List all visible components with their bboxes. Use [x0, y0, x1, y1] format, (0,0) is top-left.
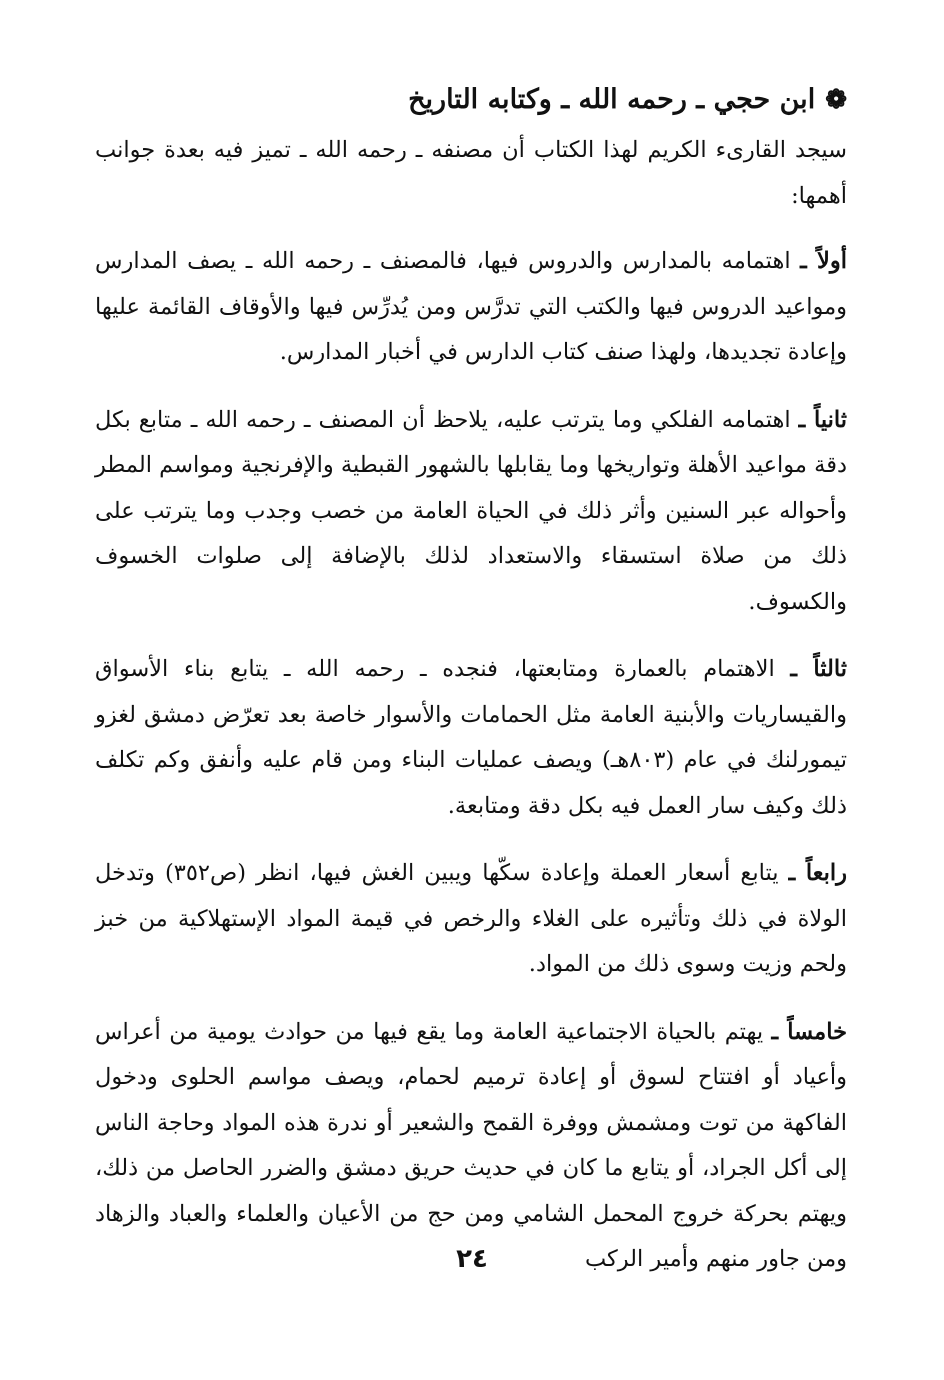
flower-ornament-icon: ❁ — [825, 85, 847, 115]
point-text-5: يهتم بالحياة الاجتماعية العامة وما يقع فيها من حوادث يومية من أعراس وأعياد أو افتتاح لسوق أو إعادة ترميم لحمام، ويصف مواسم الحلوى ودخول الفاكهة من توت ومشمش ووفرة القمح والشعير أو ندرة هذه المواد وحاجة الناس إلى أكل الجراد، أو يتابع ما كان في حديث حريق دمشق والضرر الحاصل من ذلك، ويهتم بحركة خروج المحمل الشامي ومن حج من الأعيان والعلماء والعباد والزهاد ومن جاور منهم وأمير الركب — [95, 1018, 847, 1272]
point-text-3: الاهتمام بالعمارة ومتابعتها، فنجده ـ رحمه الله ـ يتابع بناء الأسواق والقيساريات والأبنية العامة مثل الحمامات والأسوار خاصة بعد تعرّض دمشق لغزو تيمورلنك في عام (٨٠٣هـ) ويصف عمليات البناء ومن قام عليه وأنفق وكم تكلف ذلك وكيف سار العمل فيه بكل دقة ومتابعة. — [95, 656, 847, 819]
page-body — [95, 78, 847, 1305]
point-lead-2: ثانياً ـ — [798, 406, 847, 433]
section-heading — [95, 78, 847, 122]
point-text-4: يتابع أسعار العملة وإعادة سكّها ويبين الغش فيها، انظر (ص٣٥٢) وتدخل الولاة في ذلك وتأثيره على الغلاء والرخص في قيمة المواد الإستهلاكية من خبز ولحم وزيت وسوى ذلك من المواد. — [95, 860, 847, 977]
point-text-1: اهتمامه بالمدارس والدروس فيها، فالمصنف ـ رحمه الله ـ يصف المدارس ومواعيد الدروس فيها والكتب التي تدرَّس ومن يُدرِّس فيها والأوقاف القائمة عليها وإعادة تجديدها، ولهذا صنف كتاب الدارس في أخبار المدارس. — [95, 248, 847, 365]
point-text-2: اهتمامه الفلكي وما يترتب عليه، يلاحظ أن المصنف ـ رحمه الله ـ متابع بكل دقة مواعيد الأهلة وتواريخها وما يقابلها بالشهور القبطية والإفرنجية ومواسم المطر وأحواله عبر السنين وأثر ذلك في الحياة العامة من خصب وجدب وما يترتب على ذلك من صلاة استسقاء والاستعداد لذلك بالإضافة إلى صلوات الخسوف والكسوف. — [95, 406, 847, 615]
page-number: ٢٤ — [456, 1244, 488, 1274]
point-lead-5: خامساً ـ — [771, 1018, 848, 1045]
point-paragraph-3 — [95, 647, 847, 829]
point-paragraph-4 — [95, 851, 847, 988]
section-title: ابن حجي ـ رحمه الله ـ وكتابه التاريخ — [408, 84, 816, 115]
point-paragraph-5 — [95, 1010, 847, 1283]
point-lead-4: رابعاً ـ — [788, 860, 847, 886]
point-paragraph-2 — [95, 398, 847, 626]
point-lead-1: أولاً ـ — [800, 248, 847, 274]
intro-paragraph: سيجد القارىء الكريم لهذا الكتاب أن مصنفه ـ رحمه الله ـ تميز فيه بعدة جوانب أهمها: — [95, 137, 847, 209]
point-paragraph-1 — [95, 239, 847, 376]
point-lead-3: ثالثاً ـ — [790, 656, 847, 682]
